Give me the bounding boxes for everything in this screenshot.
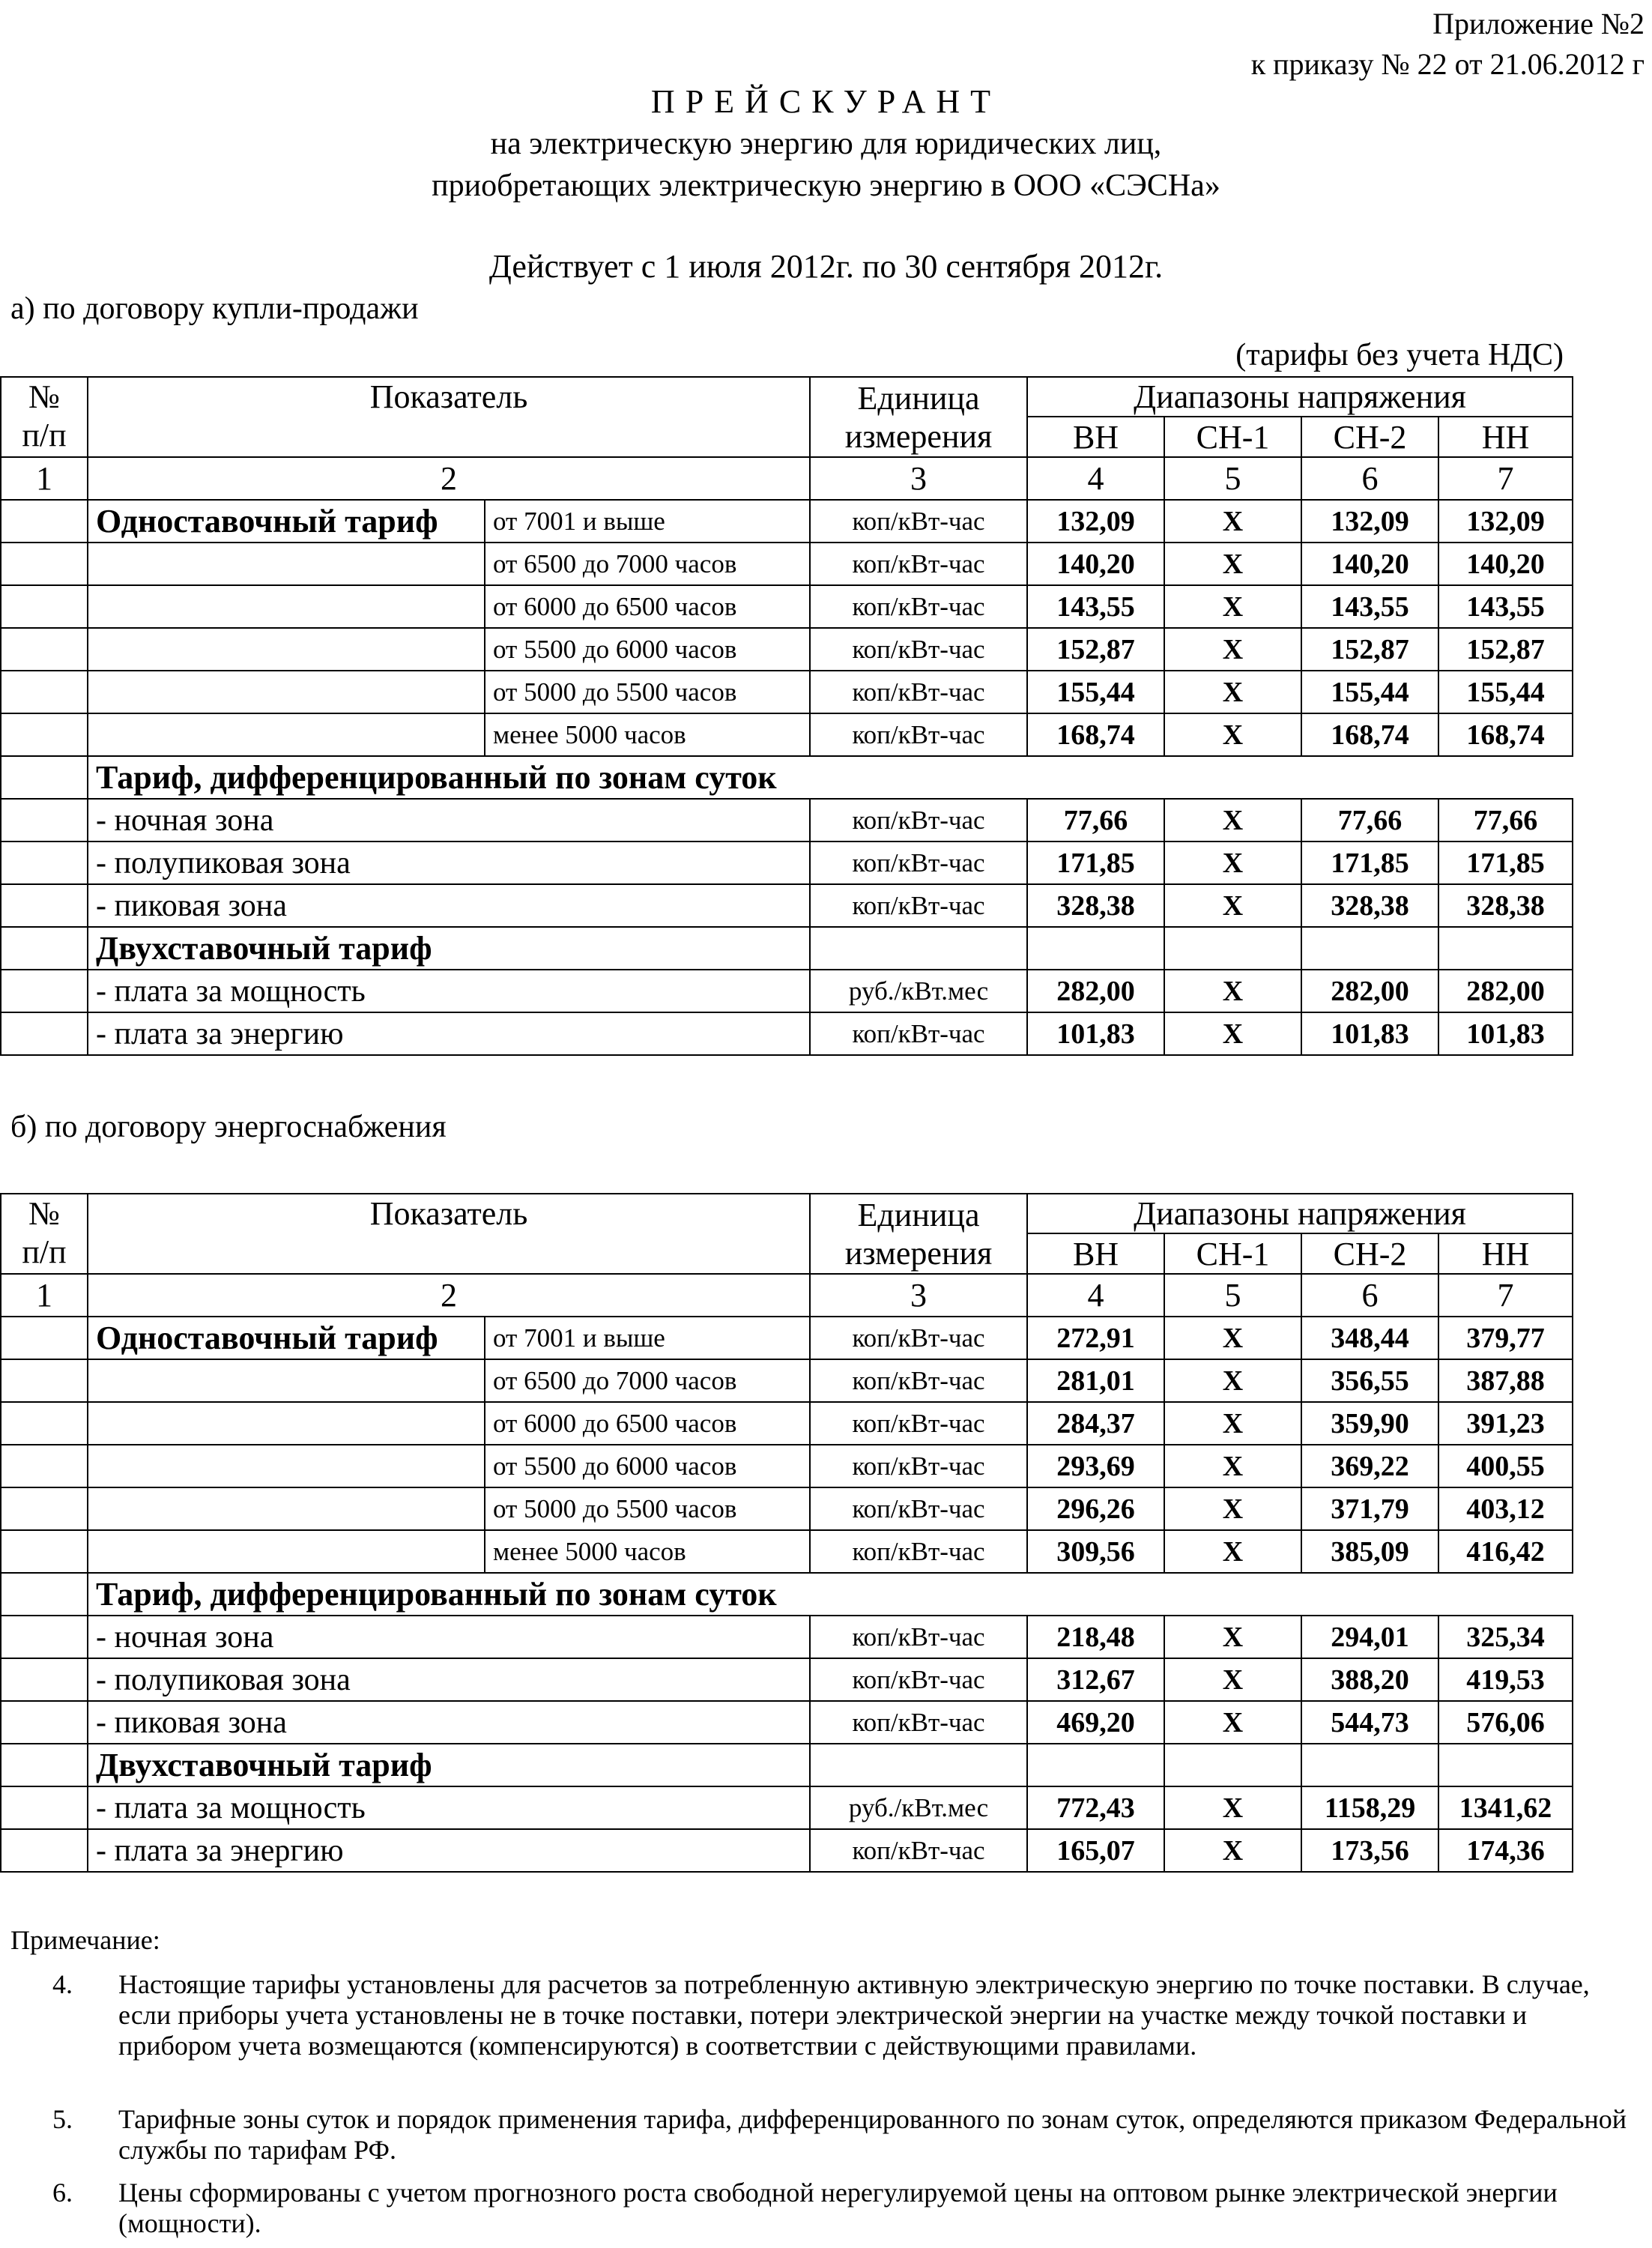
col-num-header: [1, 1194, 88, 1274]
usage-hours-condition: от 5000 до 5500 часов: [485, 671, 810, 713]
price-sn2: 173,56: [1301, 1829, 1438, 1872]
empty-cell: [1164, 927, 1301, 970]
header-row: [1, 1194, 1573, 1233]
empty-cell: [1438, 1744, 1573, 1786]
usage-hours-condition: от 5500 до 6000 часов: [485, 1445, 810, 1487]
col-number: 1: [1, 1274, 88, 1317]
table-row: [1, 671, 1573, 713]
row-number-cell: [1, 1359, 88, 1402]
price-nn: 328,38: [1438, 884, 1573, 927]
note-number: 4.: [52, 1969, 73, 1999]
voltage-sn1-header: СН-1: [1164, 1233, 1301, 1274]
unit-cell: коп/кВт-час: [810, 1701, 1027, 1744]
price-vn: 165,07: [1027, 1829, 1164, 1872]
zone-label: - пиковая зона: [88, 884, 810, 927]
usage-hours-condition: от 6000 до 6500 часов: [485, 585, 810, 628]
note-item: [52, 1969, 1633, 2061]
price-nn: 403,12: [1438, 1487, 1573, 1530]
price-sn2: 388,20: [1301, 1658, 1438, 1701]
price-sn2: 1158,29: [1301, 1786, 1438, 1829]
row-number-cell: [1, 799, 88, 842]
row-number-cell: [1, 842, 88, 884]
price-vn: 312,67: [1027, 1658, 1164, 1701]
empty-cell: [1027, 1744, 1164, 1786]
price-vn: 143,55: [1027, 585, 1164, 628]
zone-tariff-label: Тариф, дифференцированный по зонам суток: [88, 1573, 1573, 1616]
price-sn2: 544,73: [1301, 1701, 1438, 1744]
row-number-cell: [1, 628, 88, 671]
table-row: [1, 1786, 1573, 1829]
table-row: [1, 799, 1573, 842]
num-label: №: [28, 378, 60, 415]
col-number: 2: [88, 457, 810, 500]
zone-label: - полупиковая зона: [88, 842, 810, 884]
row-number-cell: [1, 970, 88, 1012]
table-row: [1, 1744, 1573, 1786]
unit-header-label: Единица: [857, 1196, 980, 1233]
empty-cell: [88, 628, 485, 671]
empty-cell: [88, 585, 485, 628]
table-row: [1, 756, 1573, 799]
price-sn1: Х: [1164, 1616, 1301, 1658]
unit-cell: коп/кВт-час: [810, 1658, 1027, 1701]
two-rate-label: - плата за энергию: [88, 1012, 810, 1055]
price-sn1: Х: [1164, 1829, 1301, 1872]
price-sn2: 77,66: [1301, 799, 1438, 842]
price-sn1: Х: [1164, 1658, 1301, 1701]
price-nn: 387,88: [1438, 1359, 1573, 1402]
price-sn1: Х: [1164, 1402, 1301, 1445]
price-vn: 293,69: [1027, 1445, 1164, 1487]
table-row: [1, 1658, 1573, 1701]
col-number: 6: [1301, 457, 1438, 500]
voltage-sn2-header: СН-2: [1301, 417, 1438, 457]
voltage-sn1-header: СН-1: [1164, 417, 1301, 457]
num-label: п/п: [22, 417, 67, 453]
empty-cell: [1164, 1744, 1301, 1786]
single-rate-tariff-label: Одноставочный тариф: [88, 1317, 485, 1359]
price-vn: 281,01: [1027, 1359, 1164, 1402]
price-nn: 143,55: [1438, 585, 1573, 628]
price-sn2: 143,55: [1301, 585, 1438, 628]
note-item: [52, 2104, 1633, 2166]
unit-cell: коп/кВт-час: [810, 1487, 1027, 1530]
table-row: [1, 1616, 1573, 1658]
price-sn1: Х: [1164, 713, 1301, 756]
price-sn2: 371,79: [1301, 1487, 1438, 1530]
price-vn: 140,20: [1027, 543, 1164, 585]
validity-period: Действует с 1 июля 2012г. по 30 сентября 2012г.: [488, 248, 1164, 285]
num-label: №: [28, 1195, 60, 1232]
zone-label: - ночная зона: [88, 1616, 810, 1658]
empty-cell: [88, 1359, 485, 1402]
price-sn2: 348,44: [1301, 1317, 1438, 1359]
note-text: Цены сформированы с учетом прогнозного роста свободной нерегулируемой цены на оптовом рынке электрической энергии (мощности).: [118, 2178, 1558, 2238]
empty-cell: [1301, 927, 1438, 970]
price-sn2: 155,44: [1301, 671, 1438, 713]
price-sn1: Х: [1164, 842, 1301, 884]
two-rate-tariff-label: Двухставочный тариф: [88, 1744, 810, 1786]
price-sn2: 328,38: [1301, 884, 1438, 927]
unit-cell: коп/кВт-час: [810, 671, 1027, 713]
price-sn2: 152,87: [1301, 628, 1438, 671]
price-sn2: 171,85: [1301, 842, 1438, 884]
note-number: 6.: [52, 2178, 73, 2208]
zone-tariff-label: Тариф, дифференцированный по зонам суток: [88, 756, 1573, 799]
row-number-cell: [1, 1701, 88, 1744]
empty-cell: [88, 543, 485, 585]
zone-label: - полупиковая зона: [88, 1658, 810, 1701]
unit-header-label: измерения: [844, 417, 993, 455]
table-row: [1, 1012, 1573, 1055]
col-number: 5: [1164, 457, 1301, 500]
page-title: ПРЕЙСКУРАНТ: [650, 83, 1002, 120]
subtitle-line-2: приобретающих электрическую энергию в ООО «СЭСНа»: [432, 169, 1220, 203]
row-number-cell: [1, 1317, 88, 1359]
price-nn: 171,85: [1438, 842, 1573, 884]
price-vn: 218,48: [1027, 1616, 1164, 1658]
usage-hours-condition: от 7001 и выше: [485, 500, 810, 543]
unit-cell: коп/кВт-час: [810, 1445, 1027, 1487]
unit-cell: руб./кВт.мес: [810, 970, 1027, 1012]
col-unit-header: [810, 377, 1027, 457]
row-number-cell: [1, 1829, 88, 1872]
price-sn1: Х: [1164, 970, 1301, 1012]
unit-cell: коп/кВт-час: [810, 1829, 1027, 1872]
table-row: [1, 1487, 1573, 1530]
tariff-table-a: [0, 376, 1573, 1056]
price-nn: 282,00: [1438, 970, 1573, 1012]
col-number: 7: [1438, 1274, 1573, 1317]
col-number: 6: [1301, 1274, 1438, 1317]
col-indicator-header: Показатель: [88, 1194, 810, 1274]
usage-hours-condition: менее 5000 часов: [485, 1530, 810, 1573]
price-vn: 469,20: [1027, 1701, 1164, 1744]
row-number-cell: [1, 585, 88, 628]
price-sn2: 132,09: [1301, 500, 1438, 543]
note-text: Настоящие тарифы установлены для расчетов за потребленную активную электрическую энергию по точке поставки. В случае, если приборы учета установлены не в точке поставки, потери электрической энергии на участке между точкой поставки и прибором учета возмещаются (компенсируются) в соответствии с действующими правилами.: [118, 1969, 1590, 2061]
price-sn2: 359,90: [1301, 1402, 1438, 1445]
price-vn: 772,43: [1027, 1786, 1164, 1829]
table-row: [1, 1402, 1573, 1445]
unit-cell: коп/кВт-час: [810, 1317, 1027, 1359]
usage-hours-condition: от 5000 до 5500 часов: [485, 1487, 810, 1530]
vat-note: (тарифы без учета НДС): [1235, 338, 1564, 372]
price-sn2: 101,83: [1301, 1012, 1438, 1055]
unit-cell: коп/кВт-час: [810, 1012, 1027, 1055]
voltage-ranges-header: Диапазоны напряжения: [1027, 1194, 1573, 1233]
price-vn: 77,66: [1027, 799, 1164, 842]
row-number-cell: [1, 884, 88, 927]
single-rate-tariff-label: Одноставочный тариф: [88, 500, 485, 543]
two-rate-label: - плата за мощность: [88, 1786, 810, 1829]
row-number-cell: [1, 1012, 88, 1055]
table-row: [1, 1701, 1573, 1744]
note-number: 5.: [52, 2104, 73, 2134]
unit-cell: коп/кВт-час: [810, 1359, 1027, 1402]
price-nn: 416,42: [1438, 1530, 1573, 1573]
price-nn: 379,77: [1438, 1317, 1573, 1359]
unit-cell: коп/кВт-час: [810, 799, 1027, 842]
row-number-cell: [1, 1786, 88, 1829]
usage-hours-condition: от 6500 до 7000 часов: [485, 1359, 810, 1402]
zone-label: - ночная зона: [88, 799, 810, 842]
table-row: [1, 543, 1573, 585]
price-vn: 282,00: [1027, 970, 1164, 1012]
two-rate-tariff-label: Двухставочный тариф: [88, 927, 810, 970]
price-sn1: Х: [1164, 1487, 1301, 1530]
row-number-cell: [1, 1744, 88, 1786]
price-sn2: 140,20: [1301, 543, 1438, 585]
empty-cell: [810, 927, 1027, 970]
unit-cell: коп/кВт-час: [810, 842, 1027, 884]
price-sn1: Х: [1164, 1445, 1301, 1487]
price-sn1: Х: [1164, 585, 1301, 628]
price-nn: 132,09: [1438, 500, 1573, 543]
price-vn: 284,37: [1027, 1402, 1164, 1445]
subtitle-line-1: на электрическую энергию для юридических лиц,: [490, 127, 1162, 161]
price-nn: 155,44: [1438, 671, 1573, 713]
voltage-sn2-header: СН-2: [1301, 1233, 1438, 1274]
row-number-cell: [1, 927, 88, 970]
price-vn: 309,56: [1027, 1530, 1164, 1573]
col-number: 4: [1027, 457, 1164, 500]
table-row: [1, 1573, 1573, 1616]
table-row: [1, 585, 1573, 628]
usage-hours-condition: от 6500 до 7000 часов: [485, 543, 810, 585]
unit-cell: коп/кВт-час: [810, 1530, 1027, 1573]
unit-cell: коп/кВт-час: [810, 884, 1027, 927]
table-row: [1, 1445, 1573, 1487]
col-indicator-header: Показатель: [88, 377, 810, 457]
empty-cell: [88, 671, 485, 713]
price-sn2: 294,01: [1301, 1616, 1438, 1658]
col-number: 3: [810, 457, 1027, 500]
annex-number: Приложение №2: [1432, 7, 1645, 40]
price-sn1: Х: [1164, 1786, 1301, 1829]
empty-cell: [88, 1402, 485, 1445]
price-sn1: Х: [1164, 1317, 1301, 1359]
price-vn: 155,44: [1027, 671, 1164, 713]
price-nn: 325,34: [1438, 1616, 1573, 1658]
price-sn2: 168,74: [1301, 713, 1438, 756]
row-number-cell: [1, 1487, 88, 1530]
voltage-ranges-header: Диапазоны напряжения: [1027, 377, 1573, 417]
empty-cell: [88, 713, 485, 756]
price-nn: 77,66: [1438, 799, 1573, 842]
usage-hours-condition: от 7001 и выше: [485, 1317, 810, 1359]
unit-header-label: измерения: [844, 1234, 993, 1272]
price-vn: 171,85: [1027, 842, 1164, 884]
price-sn2: 356,55: [1301, 1359, 1438, 1402]
row-number-cell: [1, 756, 88, 799]
price-vn: 101,83: [1027, 1012, 1164, 1055]
row-number-cell: [1, 1573, 88, 1616]
price-vn: 328,38: [1027, 884, 1164, 927]
voltage-vn-header: ВН: [1027, 417, 1164, 457]
price-sn1: Х: [1164, 500, 1301, 543]
col-number: 2: [88, 1274, 810, 1317]
unit-cell: руб./кВт.мес: [810, 1786, 1027, 1829]
table-row: [1, 713, 1573, 756]
price-sn1: Х: [1164, 884, 1301, 927]
two-rate-label: - плата за мощность: [88, 970, 810, 1012]
zone-label: - пиковая зона: [88, 1701, 810, 1744]
price-vn: 152,87: [1027, 628, 1164, 671]
note-text: Тарифные зоны суток и порядок применения тарифа, дифференцированного по зонам суток, определяются приказом Федеральной службы по тарифам РФ.: [118, 2104, 1627, 2165]
usage-hours-condition: менее 5000 часов: [485, 713, 810, 756]
col-number: 4: [1027, 1274, 1164, 1317]
notes-heading: Примечание:: [10, 1925, 160, 1955]
usage-hours-condition: от 5500 до 6000 часов: [485, 628, 810, 671]
unit-cell: коп/кВт-час: [810, 585, 1027, 628]
tariff-table-b: [0, 1193, 1573, 1873]
note-item: [52, 2178, 1633, 2239]
price-nn: 168,74: [1438, 713, 1573, 756]
price-nn: 101,83: [1438, 1012, 1573, 1055]
price-sn1: Х: [1164, 1530, 1301, 1573]
row-number-cell: [1, 1658, 88, 1701]
empty-cell: [1301, 1744, 1438, 1786]
table-row: [1, 927, 1573, 970]
row-number-cell: [1, 671, 88, 713]
col-num-header: [1, 377, 88, 457]
unit-cell: коп/кВт-час: [810, 543, 1027, 585]
price-sn1: Х: [1164, 799, 1301, 842]
price-vn: 296,26: [1027, 1487, 1164, 1530]
row-number-cell: [1, 713, 88, 756]
num-label: п/п: [22, 1233, 67, 1270]
price-nn: 400,55: [1438, 1445, 1573, 1487]
empty-cell: [88, 1445, 485, 1487]
section-a-title: а) по договору купли-продажи: [10, 291, 419, 326]
unit-cell: коп/кВт-час: [810, 628, 1027, 671]
empty-cell: [88, 1487, 485, 1530]
table-row: [1, 884, 1573, 927]
price-sn1: Х: [1164, 628, 1301, 671]
voltage-nn-header: НН: [1438, 1233, 1573, 1274]
price-sn1: Х: [1164, 543, 1301, 585]
empty-cell: [1027, 927, 1164, 970]
unit-cell: коп/кВт-час: [810, 1616, 1027, 1658]
col-number: 3: [810, 1274, 1027, 1317]
price-sn2: 385,09: [1301, 1530, 1438, 1573]
column-numbers-row: [1, 457, 1573, 500]
price-nn: 140,20: [1438, 543, 1573, 585]
col-unit-header: [810, 1194, 1027, 1274]
col-number: 1: [1, 457, 88, 500]
price-sn1: Х: [1164, 1012, 1301, 1055]
table-row: [1, 842, 1573, 884]
col-number: 7: [1438, 457, 1573, 500]
price-nn: 419,53: [1438, 1658, 1573, 1701]
price-vn: 272,91: [1027, 1317, 1164, 1359]
price-sn1: Х: [1164, 1701, 1301, 1744]
table-row: [1, 1359, 1573, 1402]
table-row: [1, 628, 1573, 671]
price-vn: 132,09: [1027, 500, 1164, 543]
price-nn: 391,23: [1438, 1402, 1573, 1445]
voltage-vn-header: ВН: [1027, 1233, 1164, 1274]
price-nn: 152,87: [1438, 628, 1573, 671]
table-row: [1, 500, 1573, 543]
price-nn: 174,36: [1438, 1829, 1573, 1872]
table-row: [1, 1317, 1573, 1359]
section-b-title: б) по договору энергоснабжения: [10, 1110, 447, 1144]
price-sn1: Х: [1164, 1359, 1301, 1402]
unit-cell: коп/кВт-час: [810, 500, 1027, 543]
table-row: [1, 1530, 1573, 1573]
row-number-cell: [1, 1616, 88, 1658]
col-number: 5: [1164, 1274, 1301, 1317]
unit-cell: коп/кВт-час: [810, 713, 1027, 756]
row-number-cell: [1, 1445, 88, 1487]
two-rate-label: - плата за энергию: [88, 1829, 810, 1872]
row-number-cell: [1, 500, 88, 543]
column-numbers-row: [1, 1274, 1573, 1317]
annex-order-reference: к приказу № 22 от 21.06.2012 г: [1250, 47, 1645, 81]
voltage-nn-header: НН: [1438, 417, 1573, 457]
price-nn: 576,06: [1438, 1701, 1573, 1744]
header-row: [1, 377, 1573, 417]
table-row: [1, 1829, 1573, 1872]
empty-cell: [810, 1744, 1027, 1786]
price-sn1: Х: [1164, 671, 1301, 713]
price-vn: 168,74: [1027, 713, 1164, 756]
price-sn2: 369,22: [1301, 1445, 1438, 1487]
price-sn2: 282,00: [1301, 970, 1438, 1012]
table-row: [1, 970, 1573, 1012]
unit-cell: коп/кВт-час: [810, 1402, 1027, 1445]
row-number-cell: [1, 1402, 88, 1445]
empty-cell: [1438, 927, 1573, 970]
price-nn: 1341,62: [1438, 1786, 1573, 1829]
row-number-cell: [1, 1530, 88, 1573]
usage-hours-condition: от 6000 до 6500 часов: [485, 1402, 810, 1445]
unit-header-label: Единица: [857, 379, 980, 417]
row-number-cell: [1, 543, 88, 585]
empty-cell: [88, 1530, 485, 1573]
